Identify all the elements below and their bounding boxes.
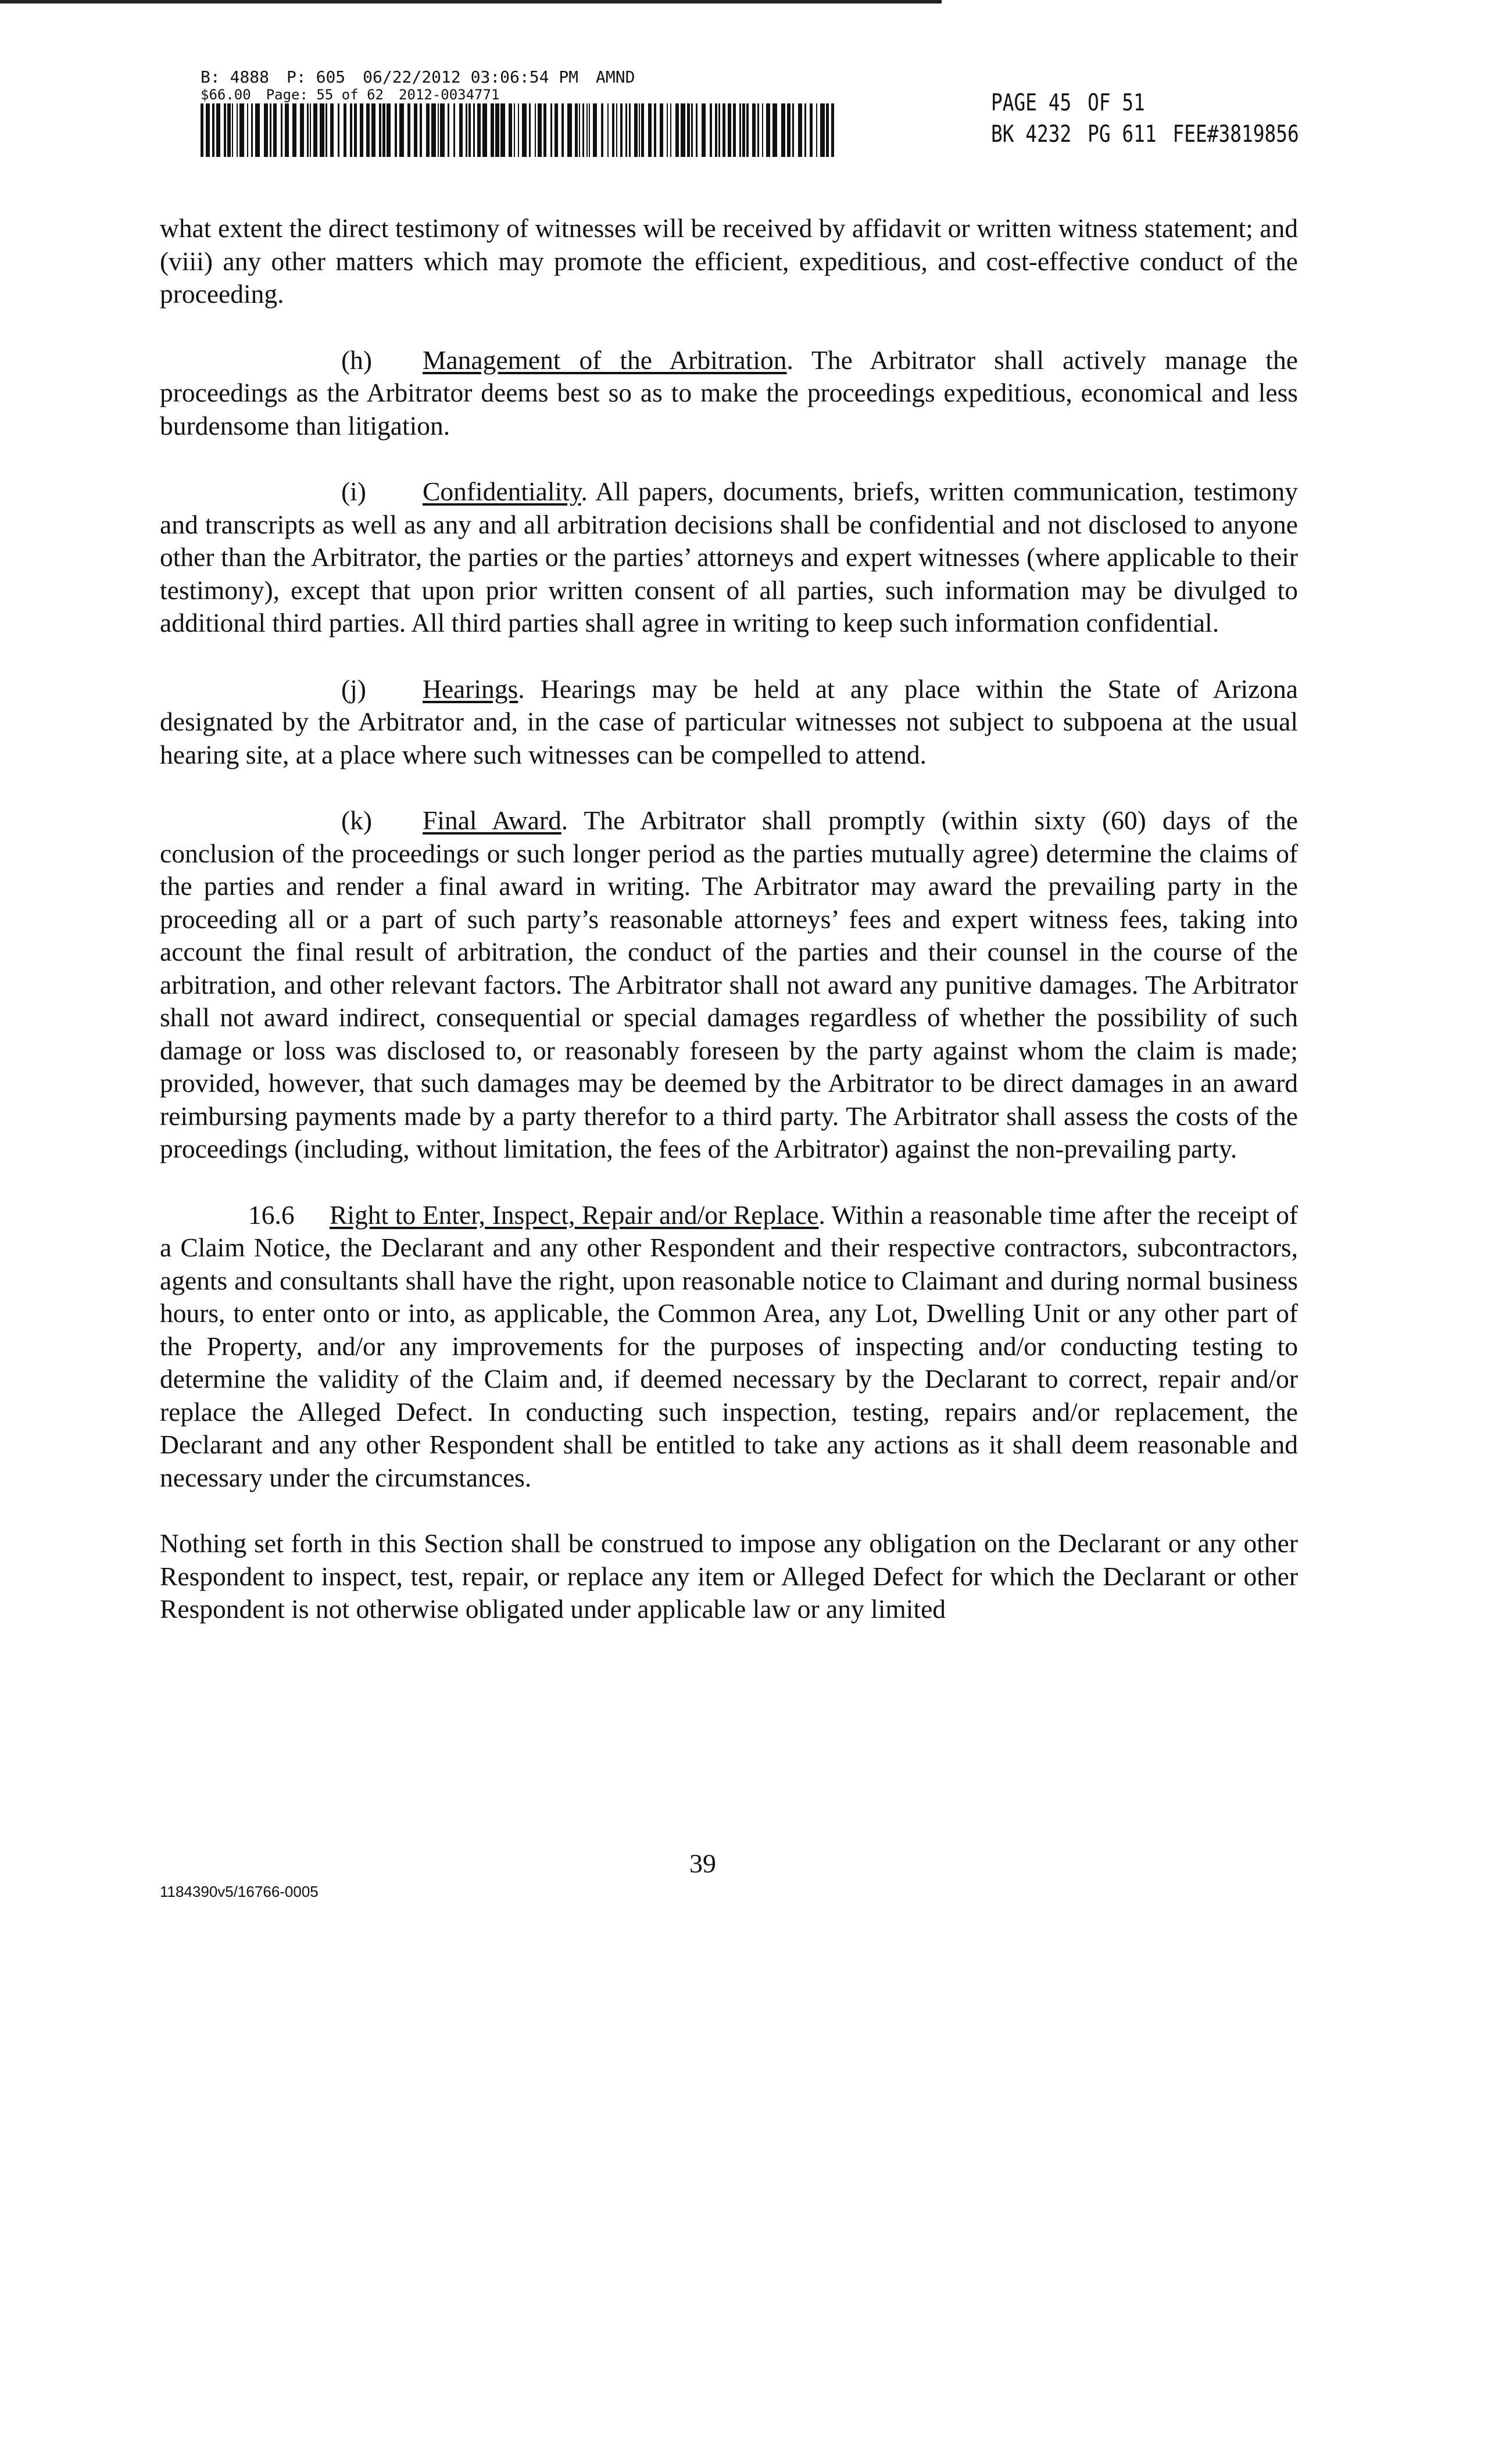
section-j <box>160 673 1298 772</box>
barcode-icon <box>201 103 834 157</box>
top-rule <box>0 0 942 3</box>
recording-page: P: 605 <box>287 67 346 87</box>
section-k <box>160 804 1298 1166</box>
recording-type: AMND <box>596 67 635 87</box>
page-stamp-line2 <box>991 119 1315 150</box>
section-h-text: . The Arbitrator shall actively manage the proceedings as the Arbitrator deems best so as to make the proceedings expeditious, economical and less burdensome than litigation. <box>160 345 1298 440</box>
page-stamp-of: OF 51 <box>1088 89 1145 116</box>
page-stamp-pg: PG 611 <box>1088 121 1157 148</box>
recording-doc-number: 2012-0034771 <box>399 87 500 103</box>
section-i-title: Confidentiality <box>423 477 581 506</box>
paragraph-continuation: what extent the direct testimony of witnesses will be received by affidavit or written witness statement; and (viii) any other matters which may promote the efficient, expeditious, and cost-effective conduct of the proceeding. <box>160 213 1298 309</box>
document-id: 1184390v5/16766-0005 <box>160 1883 319 1900</box>
section-16-6-title: Right to Enter, Inspect, Repair and/or Replace <box>330 1199 819 1230</box>
recording-page-of: Page: 55 of 62 <box>266 87 384 103</box>
paragraph-nothing-set-forth: Nothing set forth in this Section shall be construed to impose any obligation on the Declarant or any other Respondent to inspect, test, repair, or replace any item or Alleged Defect for which the Declarant or other Respondent is not otherwise obligated under applicable law or any limited <box>160 1528 1298 1624</box>
recording-stamp-line1 <box>201 69 652 86</box>
page-stamp <box>991 87 1315 150</box>
page-stamp-page: PAGE 45 <box>991 89 1072 116</box>
section-k-title: Final Award <box>423 805 561 835</box>
document-body <box>160 212 1298 1659</box>
section-h <box>160 344 1298 443</box>
section-h-label: (h) <box>341 345 373 375</box>
section-16-6 <box>160 1199 1298 1495</box>
recording-book: B: 4888 <box>201 67 270 87</box>
section-k-label: (k) <box>341 805 373 835</box>
section-i-label: (i) <box>341 477 366 506</box>
section-j-title: Hearings <box>423 674 518 704</box>
page-stamp-fee: FEE#3819856 <box>1172 121 1299 148</box>
section-i <box>160 475 1298 640</box>
page-stamp-line1 <box>991 87 1315 119</box>
recording-stamp-line2 <box>201 87 514 102</box>
page-number: 39 <box>689 1849 716 1878</box>
section-k-text: . The Arbitrator shall promptly (within sixty (60) days of the conclusion of the proceedings or such longer period as the parties mutually agree) determine the claims of the parties and render a final award in writing. The Arbitrator may award the prevailing party in the proceeding all or a part of such party’s reasonable attorneys’ fees and expert witness fees, taking into account the final result of arbitration, the conduct of the parties and their counsel in the course of the arbitration, and other relevant factors. The Arbitrator shall not award any punitive damages. The Arbitrator shall not award indirect, consequential or special damages regardless of whether the possibility of such damage or loss was disclosed to, or reasonably foreseen by the party against whom the claim is made; provided, however, that such damages may be deemed by the Arbitrator to be direct damages in an award reimbursing payments made by a party therefor to a third party. The Arbitrator shall assess the costs of the proceedings (including, without limitation, the fees of the Arbitrator) against the non-prevailing party. <box>160 805 1298 1163</box>
section-j-text: . Hearings may be held at any place within the State of Arizona designated by the Arbitrator and, in the case of particular witnesses not subject to subpoena at the usual hearing site, at a place where such witnesses can be compelled to attend. <box>160 674 1298 769</box>
recording-datetime: 06/22/2012 03:06:54 PM <box>363 67 579 87</box>
recording-fee: $66.00 <box>201 87 251 103</box>
section-h-title: Management of the Arbitration <box>423 345 787 375</box>
section-16-6-text: . Within a reasonable time after the receipt of a Claim Notice, the Declarant and any other Respondent and their respective contractors, subcontractors, agents and consultants shall have the right, upon reasonable notice to Claimant and during normal business hours, to enter onto or into, as applicable, the Common Area, any Lot, Dwelling Unit or any other part of the Property, and/or any improvements for the purposes of inspecting and/or conducting testing to determine the validity of the Claim and, if deemed necessary by the Declarant to correct, repair and/or replace the Alleged Defect. In conducting such inspection, testing, repairs and/or replacement, the Declarant and any other Respondent shall be entitled to take any actions as it shall deem reasonable and necessary under the circumstances. <box>160 1199 1298 1492</box>
page-stamp-bk: BK 4232 <box>991 121 1072 148</box>
section-j-label: (j) <box>341 674 366 704</box>
section-16-6-number: 16.6 <box>248 1199 295 1230</box>
section-i-text: . All papers, documents, briefs, written communication, testimony and transcripts as well as any and all arbitration decisions shall be confidential and not disclosed to anyone other than the Arbitrator, the parties or the parties’ attorneys and expert witnesses (where applicable to their testimony), except that upon prior written consent of all parties, such information may be divulged to additional third parties. All third parties shall agree in writing to keep such information confidential. <box>160 477 1298 638</box>
